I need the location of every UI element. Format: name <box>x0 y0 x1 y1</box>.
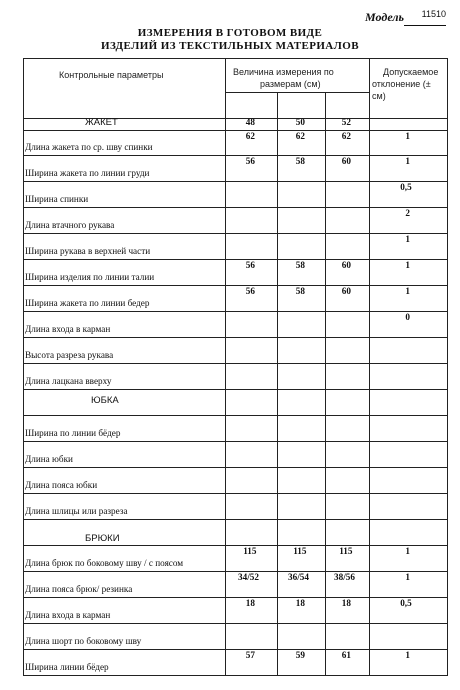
row-line <box>23 259 448 260</box>
row-label: Длина шорт по боковому шву <box>25 636 142 646</box>
row-label: Ширина линии бёдер <box>25 662 109 672</box>
document-title <box>0 27 460 53</box>
row-line <box>23 389 448 390</box>
tolerance-value: 1 <box>405 234 410 244</box>
size-value: 62 <box>245 131 255 141</box>
row-label: Длина шлицы или разреза <box>25 506 128 516</box>
header-tol-line3: см) <box>372 91 386 101</box>
row-label: Ширина рукава в верхней части <box>25 246 151 256</box>
size-value: 115 <box>243 546 257 556</box>
size-value: 57 <box>245 650 255 660</box>
section-label: БРЮКИ <box>85 533 120 544</box>
size-value: 38/56 <box>334 572 355 582</box>
row-label: Длина юбки <box>25 454 73 464</box>
size-value: 34/52 <box>238 572 259 582</box>
row-line <box>23 337 448 338</box>
column-divider <box>325 92 326 675</box>
header-size-line1: Величина измерения по <box>233 67 334 77</box>
measurement-table <box>23 58 447 686</box>
row-label: Длина брюк по боковому шву / с поясом <box>25 558 184 568</box>
table-border-top <box>23 58 448 59</box>
size-value: 36/54 <box>288 572 309 582</box>
header-tol-line2: отклонение (± <box>372 79 431 89</box>
size-value: 59 <box>295 650 305 660</box>
row-label: Длина жакета по ср. шву спинки <box>25 142 153 152</box>
row-line <box>23 519 448 520</box>
tolerance-value: 1 <box>405 546 410 556</box>
model-label <box>365 10 446 26</box>
tolerance-value: 2 <box>405 208 410 218</box>
section-label: ЖАКЕТ <box>85 117 118 128</box>
row-line <box>23 207 448 208</box>
column-divider <box>369 58 370 675</box>
size-value: 58 <box>295 286 305 296</box>
row-line <box>23 233 448 234</box>
column-divider <box>225 58 226 675</box>
row-line <box>23 311 448 312</box>
row-line <box>23 155 448 156</box>
row-line <box>23 623 448 624</box>
model-number-line <box>404 10 446 26</box>
size-value: 58 <box>295 156 305 166</box>
size-value: 56 <box>245 156 255 166</box>
row-line <box>23 441 448 442</box>
tolerance-value: 0 <box>405 312 410 322</box>
column-divider <box>277 92 278 675</box>
title-line-1: ИЗМЕРЕНИЯ В ГОТОВОМ ВИДЕ <box>137 27 323 39</box>
section-label: ЮБКА <box>91 395 119 406</box>
size-value: 56 <box>245 260 255 270</box>
row-line <box>23 181 448 182</box>
row-label: Ширина жакета по линии груди <box>25 168 150 178</box>
size-value: 52 <box>341 117 351 127</box>
size-value: 60 <box>341 286 351 296</box>
row-line <box>23 415 448 416</box>
row-label: Ширина изделия по линии талии <box>25 272 155 282</box>
size-value: 56 <box>245 286 255 296</box>
tolerance-value: 0,5 <box>400 598 412 608</box>
size-value: 18 <box>295 598 305 608</box>
row-line <box>23 130 448 131</box>
row-label: Длина входа в карман <box>25 324 111 334</box>
row-line <box>23 597 448 598</box>
title-line-2: ИЗДЕЛИЙ ИЗ ТЕКСТИЛЬНЫХ МАТЕРИАЛОВ <box>101 40 359 52</box>
row-line <box>23 675 448 676</box>
row-label: Длина лацкана вверху <box>25 376 112 386</box>
size-value: 58 <box>295 260 305 270</box>
tolerance-value: 1 <box>405 260 410 270</box>
size-value: 48 <box>245 117 255 127</box>
table-border-left <box>23 58 24 675</box>
size-value: 60 <box>341 260 351 270</box>
row-label: Длина пояса юбки <box>25 480 98 490</box>
model-caption: Модель <box>365 10 404 24</box>
row-line <box>23 545 448 546</box>
row-label: Длина входа в карман <box>25 610 111 620</box>
size-value: 115 <box>339 546 353 556</box>
size-value: 18 <box>341 598 351 608</box>
row-line <box>23 363 448 364</box>
header-params: Контрольные параметры <box>59 70 164 80</box>
tolerance-value: 1 <box>405 286 410 296</box>
row-line <box>23 571 448 572</box>
row-label: Длина пояса брюк/ резинка <box>25 584 133 594</box>
size-value: 61 <box>341 650 351 660</box>
size-value: 18 <box>245 598 255 608</box>
size-value: 62 <box>341 131 351 141</box>
header-size-line2: размерам (см) <box>260 79 321 89</box>
tolerance-value: 0,5 <box>400 182 412 192</box>
tolerance-value: 1 <box>405 156 410 166</box>
tolerance-value: 1 <box>405 650 410 660</box>
table-border-right <box>447 58 448 675</box>
size-value: 62 <box>295 131 305 141</box>
size-value: 50 <box>295 117 305 127</box>
row-label: Высота разреза рукава <box>25 350 114 360</box>
model-number: 11510 <box>421 9 446 19</box>
row-line <box>23 493 448 494</box>
row-label: Длина втачного рукава <box>25 220 115 230</box>
size-value: 60 <box>341 156 351 166</box>
size-header-divider <box>225 92 370 93</box>
row-line <box>23 467 448 468</box>
tolerance-value: 1 <box>405 572 410 582</box>
row-label: Ширина спинки <box>25 194 89 204</box>
header-tol-line1: Допускаемое <box>383 67 439 77</box>
row-line <box>23 285 448 286</box>
row-line <box>23 649 448 650</box>
row-label: Ширина жакета по линии бедер <box>25 298 150 308</box>
tolerance-value: 1 <box>405 131 410 141</box>
size-value: 115 <box>293 546 307 556</box>
row-label: Ширина по линии бёдер <box>25 428 121 438</box>
